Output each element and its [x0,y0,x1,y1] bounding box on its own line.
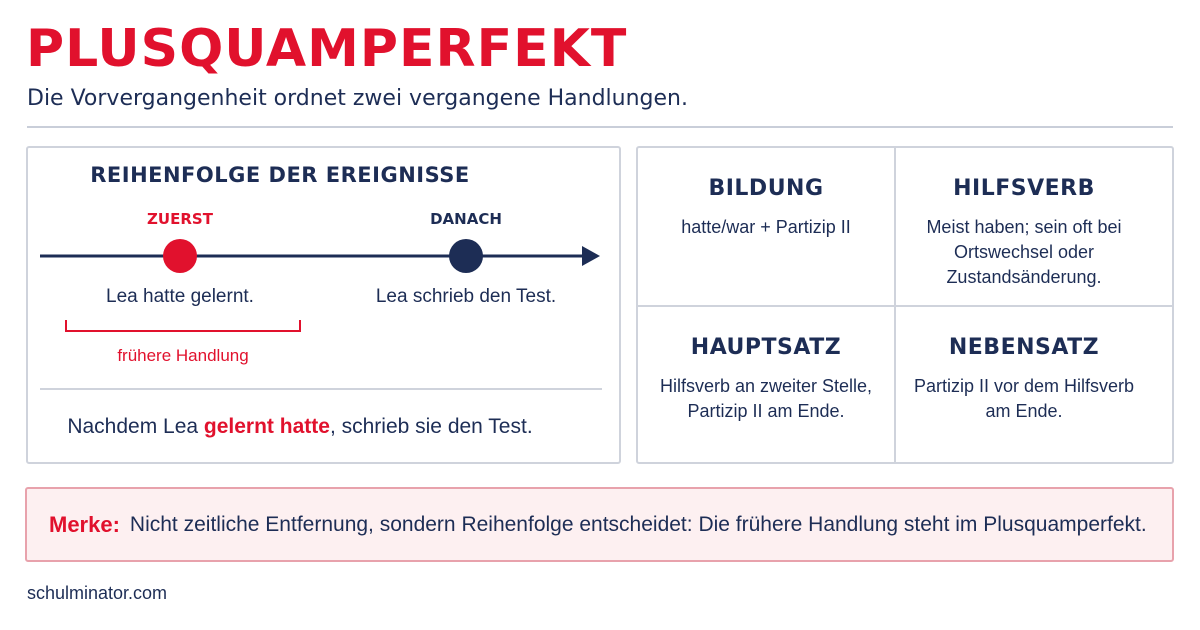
cell-title: HAUPTSATZ [690,335,842,360]
timeline-heading: REIHENFOLGE DER EREIGNISSE [90,163,470,187]
cell-title: HILFSVERB [953,176,1095,201]
second-event-marker [449,239,483,273]
timeline-arrow-icon [582,246,600,266]
cell-text: hatte/war + Partizip II [681,217,851,237]
example-sentence-highlight: gelernt hatte [203,415,330,438]
merke-text: Nicht zeitliche Entfernung, sondern Reihenfolge entscheidet: Die frühere Handlung steht im Plusquamperfekt. [129,512,1147,536]
first-event-marker [163,239,197,273]
page-title: PLUSQUAMPERFEKT [26,19,628,79]
footer-source: schulminator.com [27,583,168,603]
cell-text: Partizip II vor dem Hilfsverb am Ende. [913,376,1135,421]
second-event-label: DANACH [430,210,502,228]
cell-text: Hilfsverb an zweiter Stelle, Partizip II am Ende. [659,376,873,421]
first-event-label: ZUERST [147,210,213,228]
example-sentence-start: Nachdem Lea [67,415,204,438]
timeline-diagram [28,148,619,462]
grid-horizontal-divider [638,305,1172,307]
rules-grid [636,146,1174,464]
cell-nebensatz [896,335,1152,424]
merke-callout [25,487,1174,562]
page-subtitle: Die Vorvergangenheit ordnet zwei vergangene Handlungen. [27,86,688,111]
header-divider [27,126,1173,128]
cell-hauptsatz [638,335,894,424]
cell-title: BILDUNG [708,176,824,201]
earlier-action-bracket [66,320,300,331]
cell-bildung [638,176,894,240]
example-sentence [67,415,532,438]
merke-label: Merke: [49,511,120,537]
example-sentence-end: , schrieb sie den Test. [329,415,533,438]
earlier-action-label: frühere Handlung [117,346,249,365]
cell-text: Meist haben; sein oft bei Ortswechsel oder Zustandsänderung. [926,217,1122,287]
first-event-caption: Lea hatte gelernt. [106,286,254,307]
cell-hilfsverb [896,176,1152,290]
timeline-panel [26,146,621,464]
second-event-caption: Lea schrieb den Test. [375,286,557,307]
cell-title: NEBENSATZ [948,335,1100,360]
